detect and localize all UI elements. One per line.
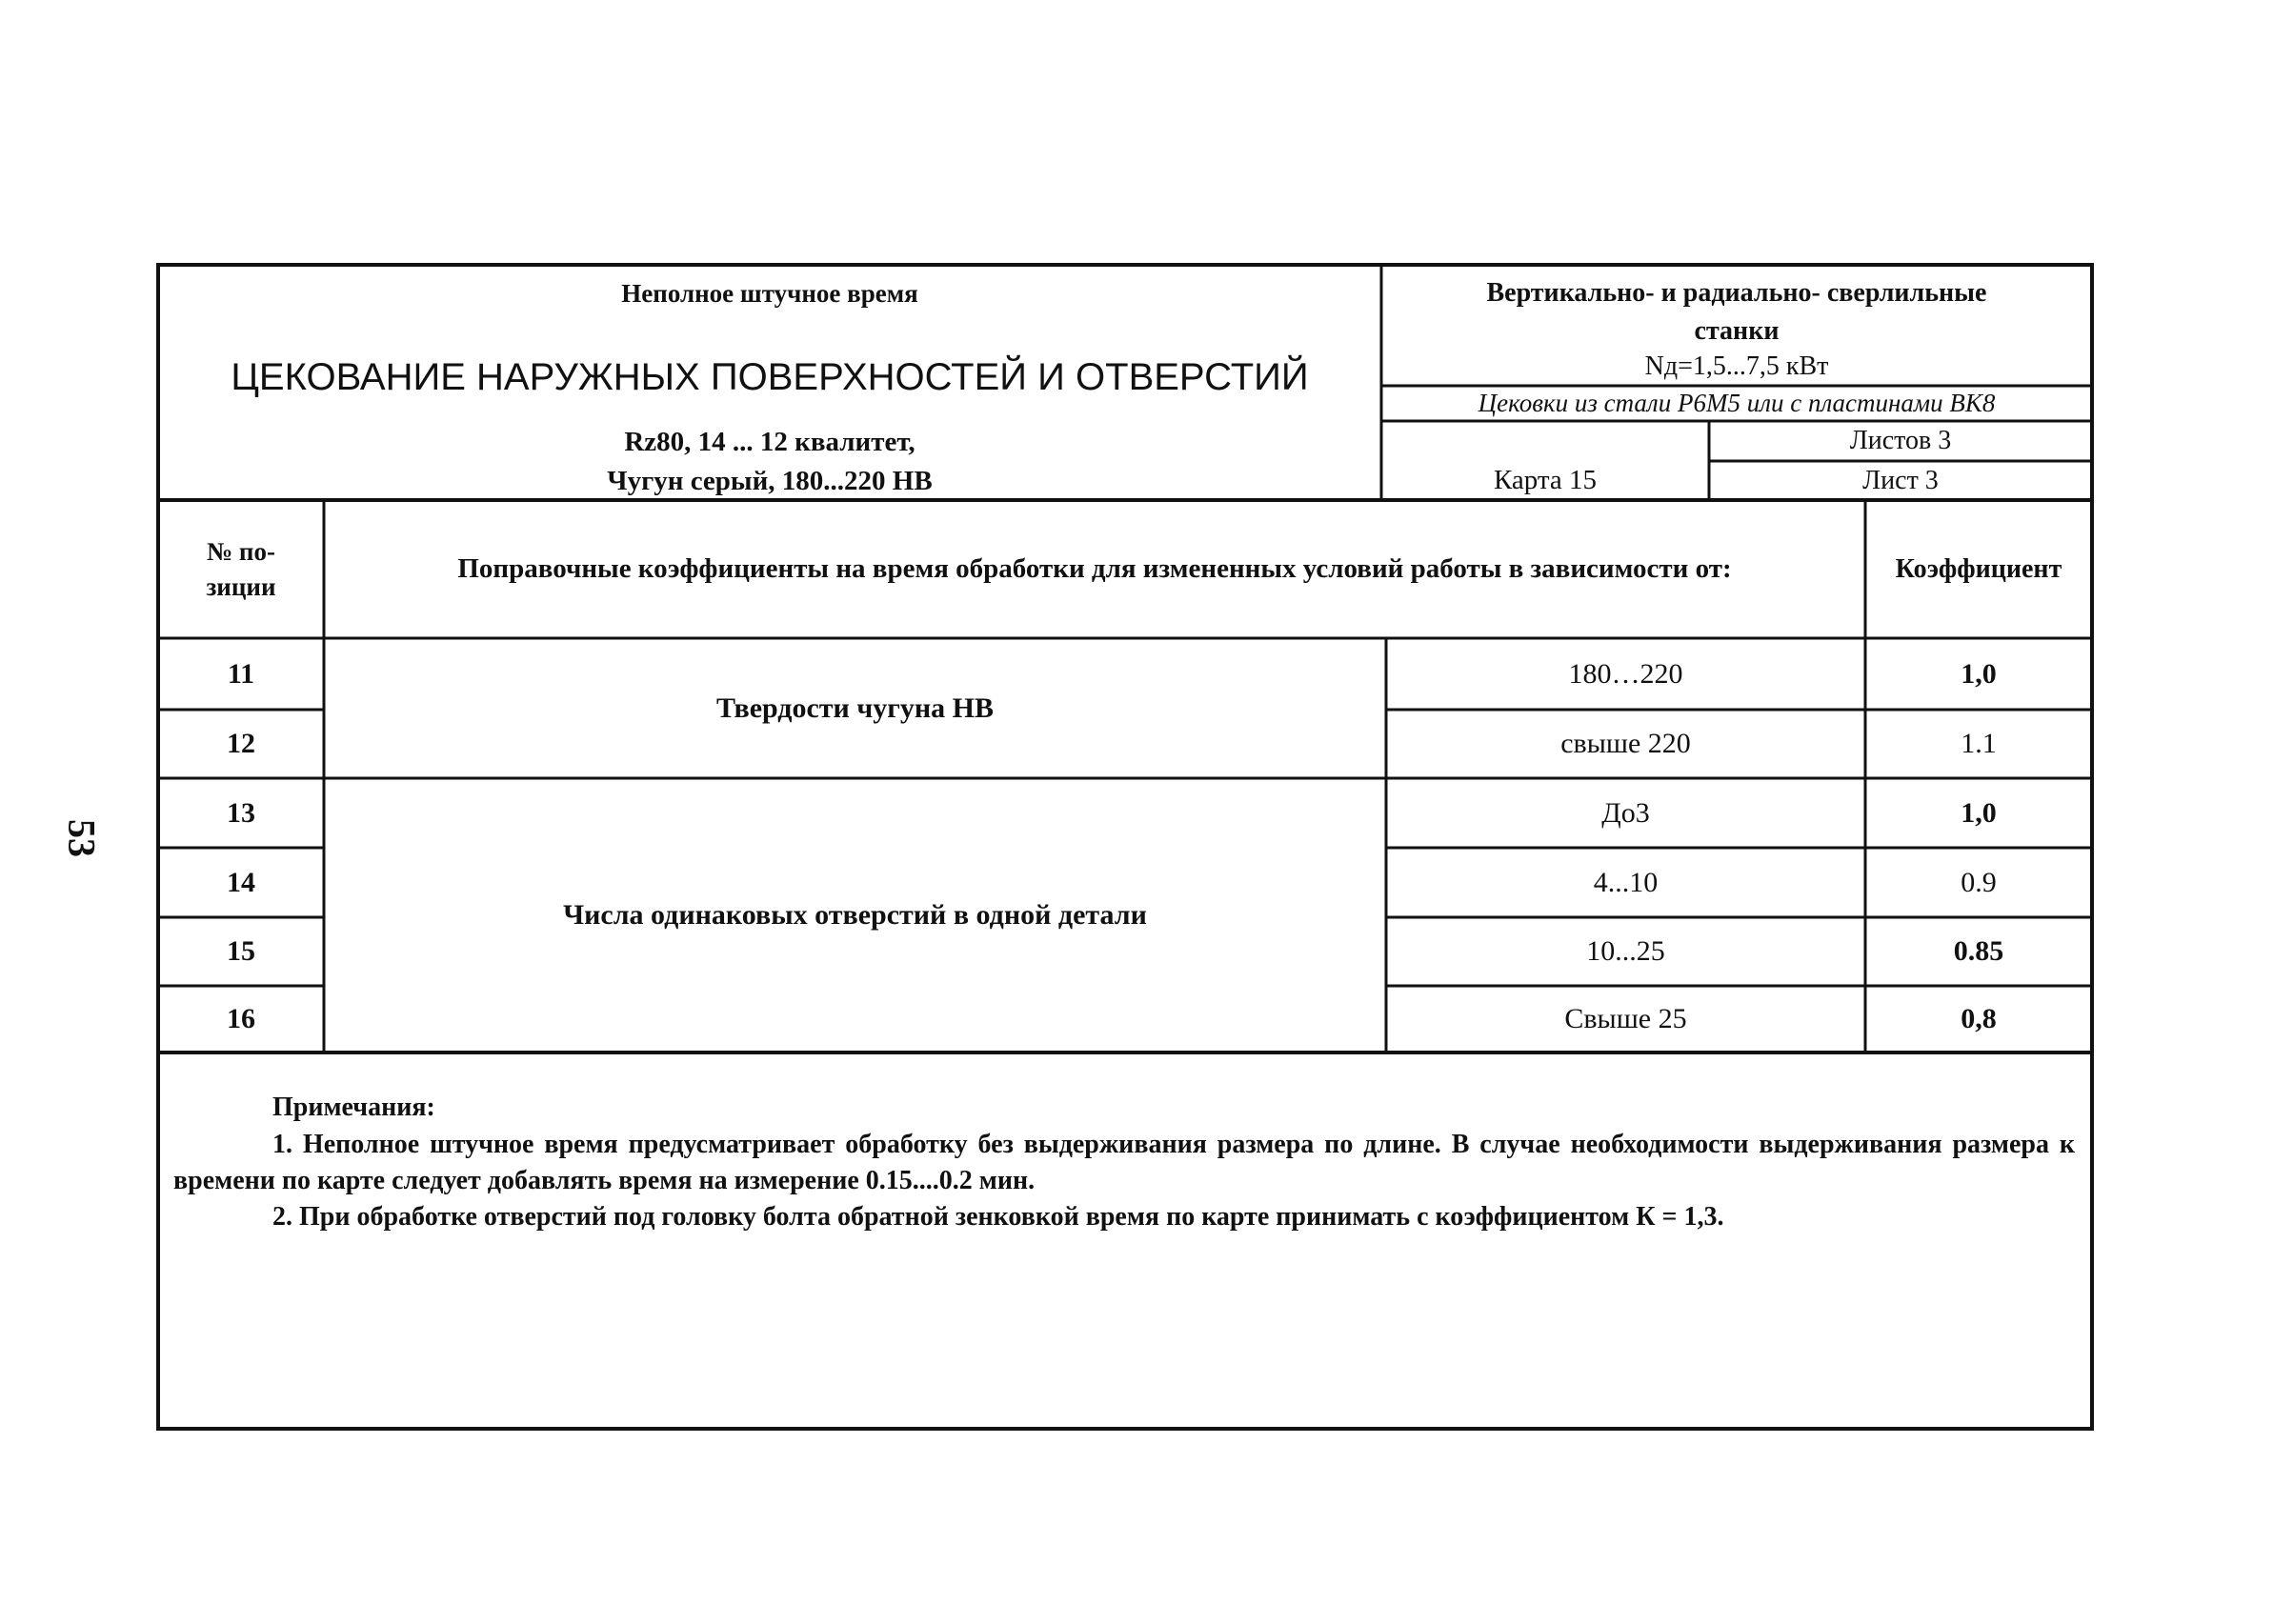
table-row-position: 14 [227,866,255,898]
note-2: 2. При обработке отверстий под головку болта обратной зенковкой время по карте принимать с коэффициентом К = 1,3. [272,1202,1724,1232]
table-row-condition: свыше 220 [1560,728,1691,759]
table-row-coefficient: 0.9 [1961,866,1997,898]
group-label-hardness: Твердости чугуна НВ [715,692,994,724]
table-row-condition: 180…220 [1568,657,1683,690]
power-rating: Nд=1,5...7,5 кВт [1644,351,1829,381]
machine-line-1: Вертикально- и радиально- сверлильные [1486,278,1987,308]
table-row-condition: До3 [1601,796,1650,829]
table-row-condition: 4...10 [1593,866,1659,898]
table-row-position: 15 [227,935,255,967]
page-title: ЦЕКОВАНИЕ НАРУЖНЫХ ПОВЕРХНОСТЕЙ И ОТВЕРСТИЙ [231,355,1309,398]
tool-spec: Цековки из стали Р6М5 или с пластинами ВК8 [1478,389,1996,417]
table-row-condition: 10...25 [1586,935,1665,967]
machine-line-2: станки [1694,316,1780,346]
table-row-coefficient: 1,0 [1961,657,1997,690]
col-header-position-line2: зиции [206,571,276,601]
table-row-position: 12 [227,728,255,759]
spec-line-2: Чугун серый, 180...220 НВ [607,465,933,496]
col-header-position [158,500,324,638]
card-number: Карта 15 [1493,465,1598,495]
group-label-hole-count: Числа одинаковых отверстий в одной детали [563,899,1147,931]
table-row-coefficient: 1.1 [1961,728,1997,759]
spec-line-1: Rz80, 14 ... 12 квалитет, [624,426,915,457]
table-row-coefficient: 0,8 [1961,1003,1997,1034]
col-header-description: Поправочные коэффициенты на время обработки для измененных условий работы в зависимости от: [457,553,1732,584]
table-row-position: 13 [227,796,255,829]
note-1: 1. Неполное штучное время предусматривает обработку без выдерживания размера по длине. В случае необходимости выдерживания размера к времени по карте следует добавлять время на измерение 0.15....0.2 мин. [173,1130,2075,1195]
table-row-condition: Свыше 25 [1564,1003,1687,1034]
sheet-number: Лист 3 [1862,465,1939,495]
table-row-position: 16 [227,1003,255,1034]
table-row-position: 11 [227,657,255,690]
header-subtitle: Неполное штучное время [621,278,918,308]
col-header-position-line1: № по- [207,537,275,567]
col-header-coefficient: Коэффициент [1895,553,2062,584]
table-row-coefficient: 0.85 [1953,935,2004,967]
page-number: 53 [60,819,104,857]
notes-heading: Примечания: [272,1093,435,1122]
table-row-coefficient: 1,0 [1961,796,1997,829]
sheets-total: Листов 3 [1849,426,1952,455]
